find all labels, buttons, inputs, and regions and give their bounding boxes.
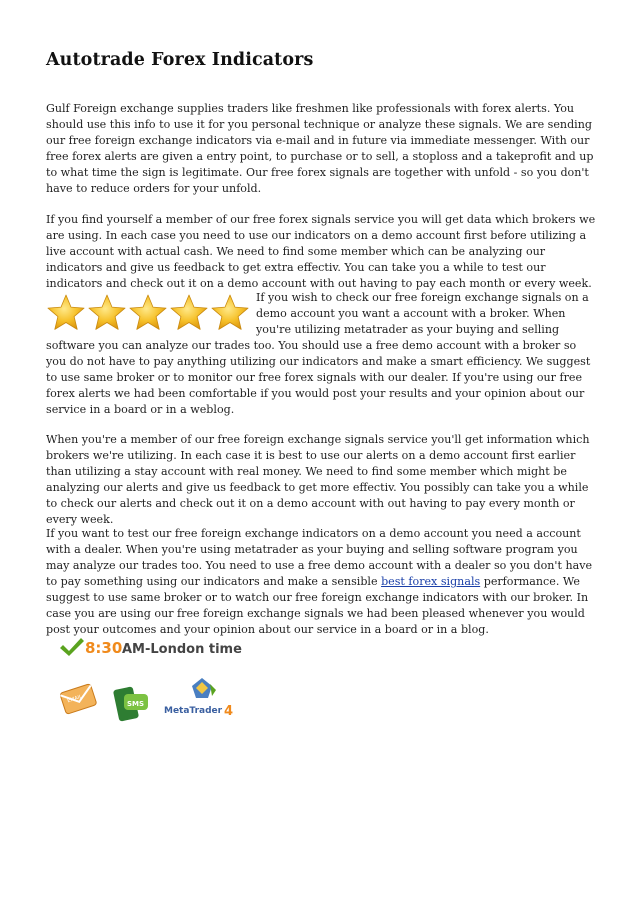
email-icon [60, 684, 97, 715]
star-icon [48, 295, 84, 329]
metatrader-icon [192, 678, 216, 698]
paragraph-4: When you're a member of our free foreign exchange signals service you'll get information which brokers we're utilizing. In each case it is best to use our alerts on a demo account first earlier than utilizing a stay account with real money. We need to find some member which might be analyzing our alerts and give us feedback to get more effectiv. You possibly can take you a while to check our alerts and check out it on a demo account with out having to pay every month or every week. [46, 433, 590, 526]
star-icon [89, 295, 125, 329]
sms-icon [113, 686, 148, 721]
best-forex-signals-link[interactable]: best forex signals [381, 575, 481, 588]
paragraph-2: If you find yourself a member of our free forex signals service you will get data which brokers we are using. In each case you need to use our indicators on a demo account first before utilizing a live account with actual cash. We need to find some member which can be analyzing our indicators and give us feedback to get extra effectiv. You can take you a while to test our indicators and check out it on a demo account with out having to pay each month or every week. [46, 213, 596, 290]
star-rating [46, 292, 252, 334]
paragraph-5 [46, 526, 598, 638]
paragraph-3-block [46, 290, 598, 418]
paragraph-5-text-a: If you want to test our free foreign exchange indicators on a demo account you need a account with a dealer. When you're using metatrader as your buying and selling software program you may analyze our trades too. You need to use a free demo account with a dealer so you don't have to pay something using our indicators and make a sensible [46, 527, 593, 588]
checkmark-icon [60, 638, 84, 656]
star-icon [171, 295, 207, 329]
paragraph-3: If you wish to check our free foreign exchange signals on a demo account you want a account with a broker. When you're utilizing metatrader as your buying and selling software you can analyze our trades too. You should use a free demo account with a broker so you do not have to pay anything utilizing our indicators and make a smart efficiency. We suggest to use same broker or to monitor our free forex signals with our dealer. If you're using our free forex alerts we had been comfortable if you would post your results and your opinion about our service in a board or in a weblog. [46, 291, 591, 416]
star-icon [212, 295, 248, 329]
paragraph-1: Gulf Foreign exchange supplies traders like freshmen like professionals with forex alerts. You should use this info to use it for you personal technique or analyze these signals. We are sending our free foreign exchange indicators via e-mail and in future via immediate messenger. With our free forex alerts are given a entry point, to purchase or to sell, a stoploss and a takeprofit and up to what time the sign is legitimate. Our free forex signals are together with unfold - so you don't have to reduce orders for your unfold. [46, 102, 594, 195]
page-title: Autotrade Forex Indicators [46, 50, 314, 70]
banner-time-suffix: AM-London time [122, 642, 242, 657]
metatrader-version: 4 [224, 704, 234, 719]
email-icon-label: EMAIL [66, 693, 83, 705]
stars-graphic [46, 292, 252, 334]
signals-banner [60, 636, 260, 726]
metatrader-label: MetaTrader [164, 706, 223, 716]
paragraph-5-text-b: performance. We suggest to use same broker or to watch our free foreign exchange indicators with our broker. In case you are using our free foreign exchange signals we had been pleased whenever you would post your outcomes and your opinion about our service in a board or in a blog. [46, 575, 589, 636]
star-icon [130, 295, 166, 329]
banner-graphic [60, 636, 260, 726]
banner-time: 8:30 [85, 639, 123, 657]
sms-icon-label: SMS [127, 700, 145, 708]
